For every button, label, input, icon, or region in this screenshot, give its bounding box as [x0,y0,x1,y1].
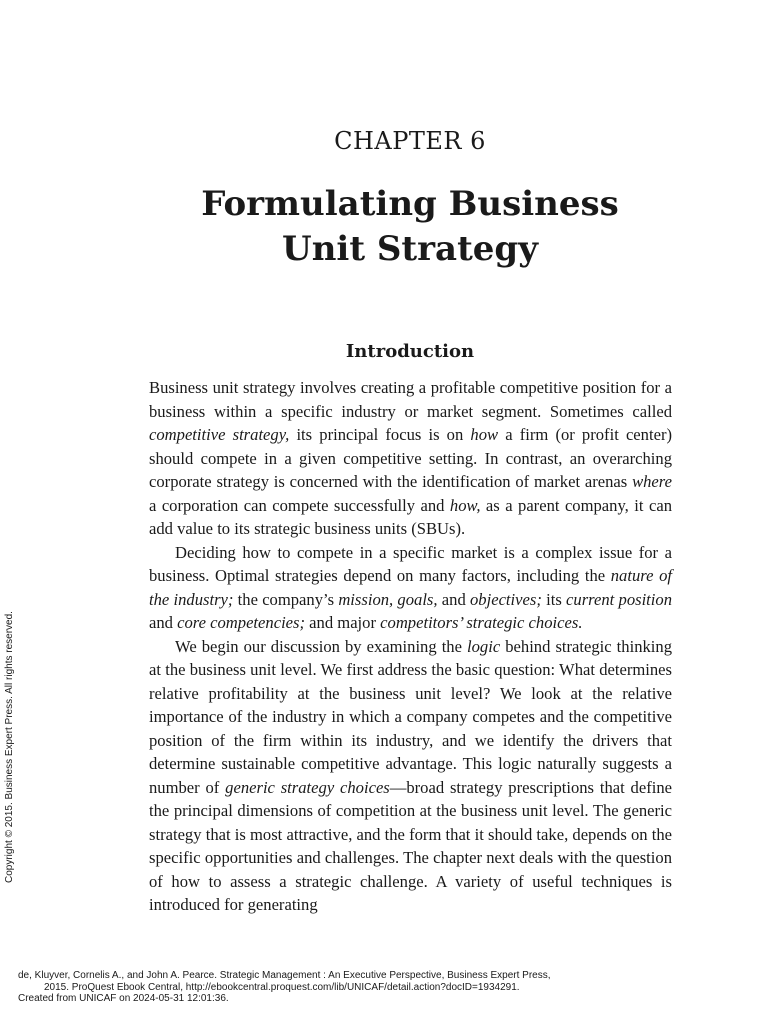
paragraph [149,635,672,917]
text-run: We begin our discussion by examining the [175,636,468,656]
italic-text: current position [566,589,672,609]
citation-line-3: Created from UNICAF on 2024-05-31 12:01:36. [18,993,229,1004]
text-run: Deciding how to compete in a specific market is a complex issue for a business. Optimal strategies depend on many factors, including the [149,542,672,585]
text-run: its principal focus is on [289,425,471,444]
italic-text: objectives; [470,589,542,609]
italic-text: mission, goals, [338,589,438,609]
text-run: as a parent company, it can add value to its strategic business units (SBUs). [149,495,672,538]
chapter-label: CHAPTER 6 [334,127,486,155]
italic-text: how [470,425,499,444]
italic-text: competitive strategy, [149,425,290,444]
side-copyright-notice: Copyright © 2015. Business Expert Press. All rights reserved. [4,611,15,883]
text-run: the company’s [233,589,339,609]
paragraph [149,376,672,541]
text-run: Business unit strategy involves creating a profitable competitive position for a business within a specific industry or market segment. Sometimes called [149,378,672,421]
citation-line-2: 2015. ProQuest Ebook Central, http://ebookcentral.proquest.com/lib/UNICAF/detail.action?docID=1934291. [44,981,520,993]
chapter-title-line-1: Formulating Business [201,184,619,224]
italic-text: nature of the industry; [149,566,672,609]
italic-text: where [632,472,672,491]
text-run: —broad strategy prescriptions that define the principal dimensions of competition at the business unit level. The generic strategy that is most attractive, and the form that it should take, depends on the specific opportunities and challenges. The chapter next deals with the question of how to assess a strategic challenge. A variety of useful techniques is introduced for generating [149,777,672,914]
italic-text: generic strategy choices [225,777,390,797]
chapter-title [0,182,768,272]
italic-text: logic [467,636,501,656]
text-run: and [437,589,470,609]
text-run: its [541,589,567,609]
text-run: a corporation can compete successfully and [149,495,450,515]
text-run: behind strategic thinking at the business unit level. We first address the basic question: What determines relative profitability at the business unit level? We look at the relative importance of the industry in which a company competes and the competitive position of the firm within its industry, and we identify the drivers that determine sustainable competitive advantage. This logic naturally suggests a number of [149,636,673,797]
text-run: and [149,613,178,632]
paragraph [149,541,672,635]
citation-line-1: de, Kluyver, Cornelis A., and John A. Pearce. Strategic Management : An Executive Perspective, Business Expert Press, [18,970,551,981]
italic-text: how, [449,495,481,515]
chapter-title-line-2: Unit Strategy [282,229,538,269]
italic-text: competitors’ strategic choices. [380,613,583,632]
text-run: a firm (or profit center) should compete in a given competitive setting. In contrast, an overarching corporate strategy is concerned with the identification of market arenas [149,425,672,491]
italic-text: core competencies; [177,613,306,632]
body-text [149,376,672,917]
citation-footer [18,970,551,1005]
section-heading: Introduction [345,341,475,362]
text-run: and major [305,613,381,632]
